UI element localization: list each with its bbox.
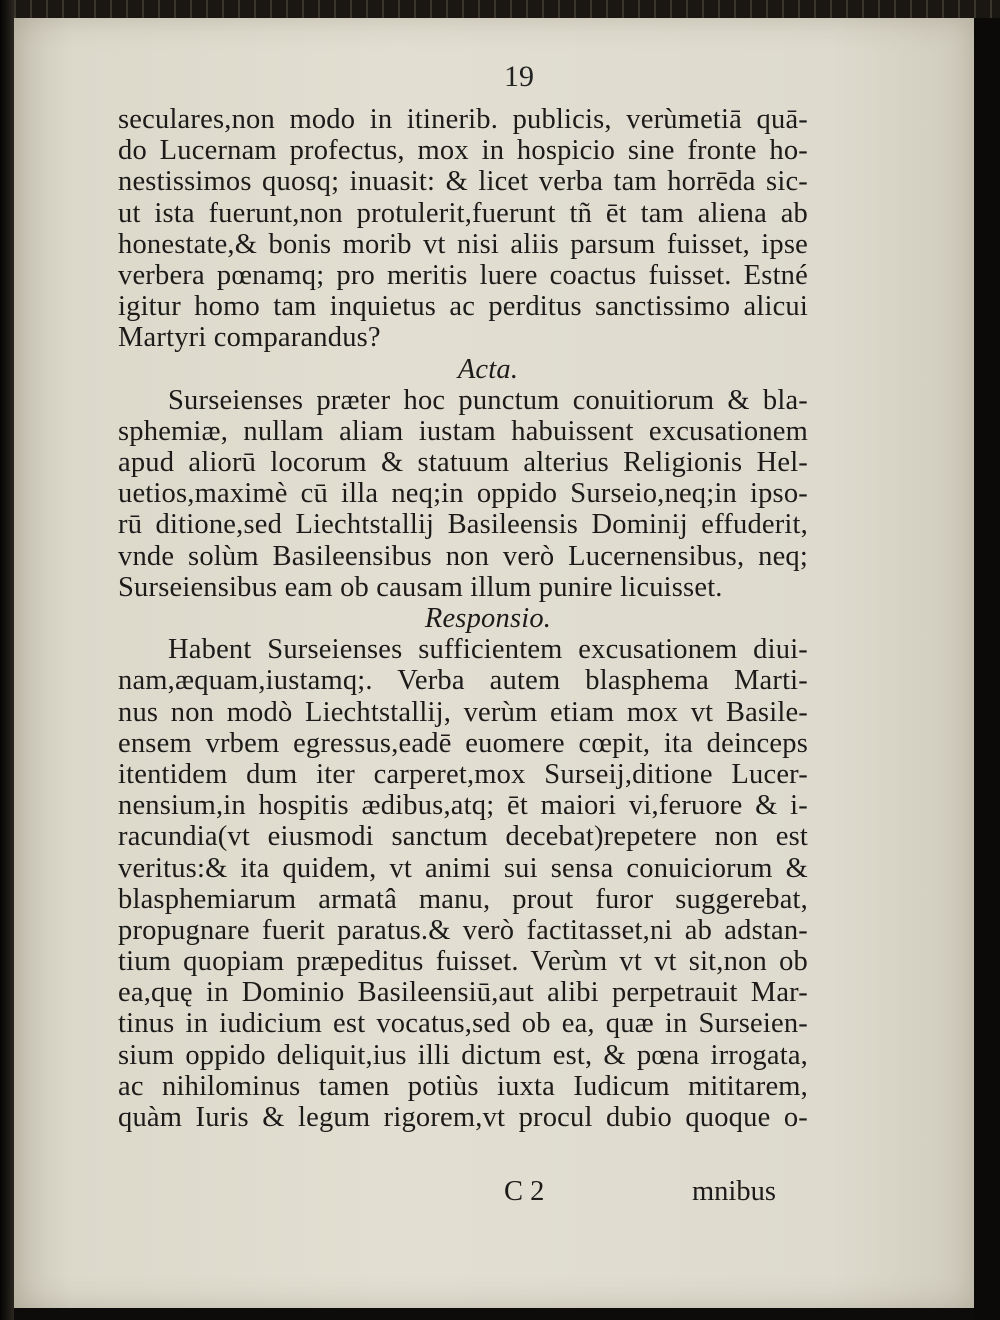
text-line: Martyri comparandus? (118, 322, 381, 354)
text-line: blasphemiarum armatâ manu, prout furor suggerebat, (118, 883, 808, 915)
page-gutter-shadow (0, 0, 14, 1320)
text-line: do Lucernam profectus, mox in hospicio sine fronte ho- (118, 135, 808, 167)
text-line: tinus in iudicium est vocatus,sed ob ea, quæ in Surseien- (118, 1008, 808, 1040)
signature-mark: C 2 (504, 1176, 545, 1207)
text-line: tium quopiam præpeditus fuisset. Verùm vt vt sit,non ob (118, 946, 808, 978)
text-line: vnde solùm Basileensibus non verò Lucernensibus, neq; (118, 540, 808, 572)
text-line: Surseiensibus eam ob causam illum punire licuisset. (118, 571, 723, 603)
scanner-edge-top (0, 0, 1000, 18)
text-line: nam,æquam,iustamq;. Verba autem blasphema Marti- (118, 665, 808, 697)
text-line: quàm Iuris & legum rigorem,vt procul dubio quoque o- (118, 1102, 808, 1133)
text-line: ea,quę in Dominio Basileensiū,aut alibi perpetrauit Mar- (118, 977, 808, 1009)
text-line: uetios,maximè cū illa neq;in oppido Surseio,neq;in ipso- (118, 478, 808, 510)
text-line: ensem vrbem egressus,eadē euomere cœpit, ita deinceps (118, 727, 808, 759)
text-line: apud aliorū locorum & statuum alterius Religionis Hel- (118, 447, 808, 479)
text-line: sium oppido deliquit,ius illi dictum est, & pœna irrogata, (118, 1039, 808, 1071)
book-page (14, 18, 974, 1308)
page-number: 19 (504, 60, 534, 93)
text-line: verbera pœnamq; pro meritis luere coactus fuisset. Estné (118, 259, 808, 291)
text-line: igitur homo tam inquietus ac perditus sanctissimo alicui (118, 291, 808, 323)
text-line: nestissimos quosq; inuasit: & licet verba tam horrēda sic- (118, 166, 808, 198)
text-line: ac nihilominus tamen potiùs iuxta Iudicum mititarem, (118, 1070, 808, 1102)
catchword: mnibus (692, 1176, 776, 1207)
text-line: nensium,in hospitis ædibus,atq; ēt maiori vi,feruore & i- (118, 790, 808, 822)
text-line: itentidem dum iter carperet,mox Surseij,ditione Lucer- (118, 758, 808, 790)
text-line: sphemiæ, nullam aliam iustam habuissent excusationem (118, 415, 808, 447)
text-block (118, 104, 808, 1133)
text-line: honestate,& bonis morib vt nisi aliis parsum fuisset, ipse (118, 228, 808, 260)
text-line: rū ditione,sed Liechtstallij Basileensis Dominij effuderit, (118, 509, 808, 541)
scanner-edge-right (974, 18, 1000, 1320)
section-heading-responsio: Responsio. (424, 603, 552, 634)
text-line: Surseienses præter hoc punctum conuitiorum & bla- (168, 384, 808, 416)
text-line: racundia(vt eiusmodi sanctum decebat)repetere non est (118, 821, 808, 853)
text-line: veritus:& ita quidem, vt animi sui sensa conuiciorum & (118, 852, 808, 884)
section-heading-acta: Acta. (457, 353, 519, 385)
text-line: ut ista fuerunt,non protulerit,fuerunt tñ ēt tam aliena ab (118, 197, 808, 229)
text-line: propugnare fuerit paratus.& verò factitasset,ni ab adstan- (118, 914, 808, 946)
text-line: seculares,non modo in itinerib. publicis, verùmetiā quā- (118, 104, 808, 135)
text-line: nus non modò Liechtstallij, verùm etiam mox vt Basile- (118, 696, 808, 728)
text-line: Habent Surseienses sufficientem excusationem diui- (168, 634, 808, 666)
page-footer (14, 1176, 974, 1208)
